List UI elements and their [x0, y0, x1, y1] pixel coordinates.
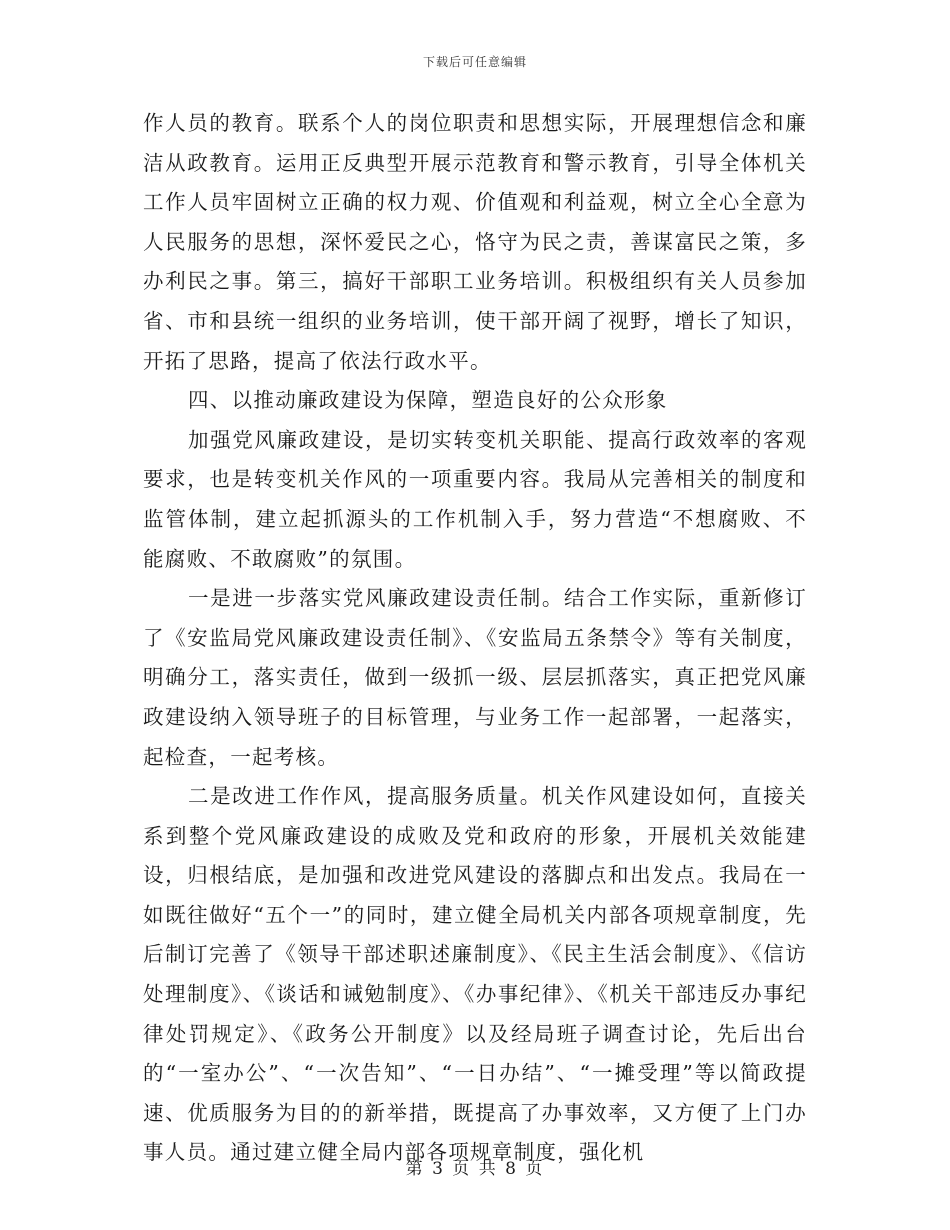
- paragraph-4: 二是改进工作作风，提高服务质量。机关作风建设如何，直接关系到整个党风廉政建设的成败及党和政府的形象，开展机关效能建设，归根结底，是加强和改进党风建设的落脚点和出发点。我局在一如既往做好“五个一”的同时，建立健全局机关内部各项规章制度，先后制订完善了《领导干部述职述廉制度》、《民主生活会制度》、《信访处理制度》、《谈话和诫勉制度》、《办事纪律》、《机关干部违反办事纪律处罚规定》、《政务公开制度》以及经局班子调查讨论，先后出台的“一室办公”、“一次告知”、“一日办结”、“一摊受理”等以简政提速、优质服务为目的的新举措，既提高了办事效率，又方便了上门办事人员。通过建立健全局内部各项规章制度，强化机: [143, 784, 807, 1165]
- page-number: 第 3 页 共 8 页: [405, 1159, 545, 1179]
- header-note: 下载后可任意编辑: [422, 55, 527, 69]
- paragraph-1: 作人员的教育。联系个人的岗位职责和思想实际，开展理想信念和廉洁从政教育。运用正反典型开展示范教育和警示教育，引导全体机关工作人员牢固树立正确的权力观、价值观和利益观，树立全心全意为人民服务的思想，深怀爱民之心，恪守为民之责，善谋富民之策，多办利民之事。第三，搞好干部职工业务培训。积极组织有关人员参加省、市和县统一组织的业务培训，使干部开阔了视野，增长了知识，开拓了思路，提高了依法行政水平。: [143, 111, 807, 373]
- section-heading: 四、以推动廉政建设为保障，塑造良好的公众形象: [188, 388, 668, 413]
- paragraph-3: 一是进一步落实党风廉政建设责任制。结合工作实际，重新修订了《安监局党风廉政建设责任制》、《安监局五条禁令》等有关制度，明确分工，落实责任，做到一级抓一级、层层抓落实，真正把党风廉政建设纳入领导班子的目标管理，与业务工作一起部署，一起落实，起检查，一起考核。: [143, 586, 807, 769]
- body-content: [143, 104, 807, 1173]
- paragraph-2: 加强党风廉政建设，是切实转变机关职能、提高行政效率的客观要求，也是转变机关作风的一项重要内容。我局从完善相关的制度和监管体制，建立起抓源头的工作机制入手，努力营造“不想腐败、不能腐败、不敢腐败”的氛围。: [143, 427, 807, 571]
